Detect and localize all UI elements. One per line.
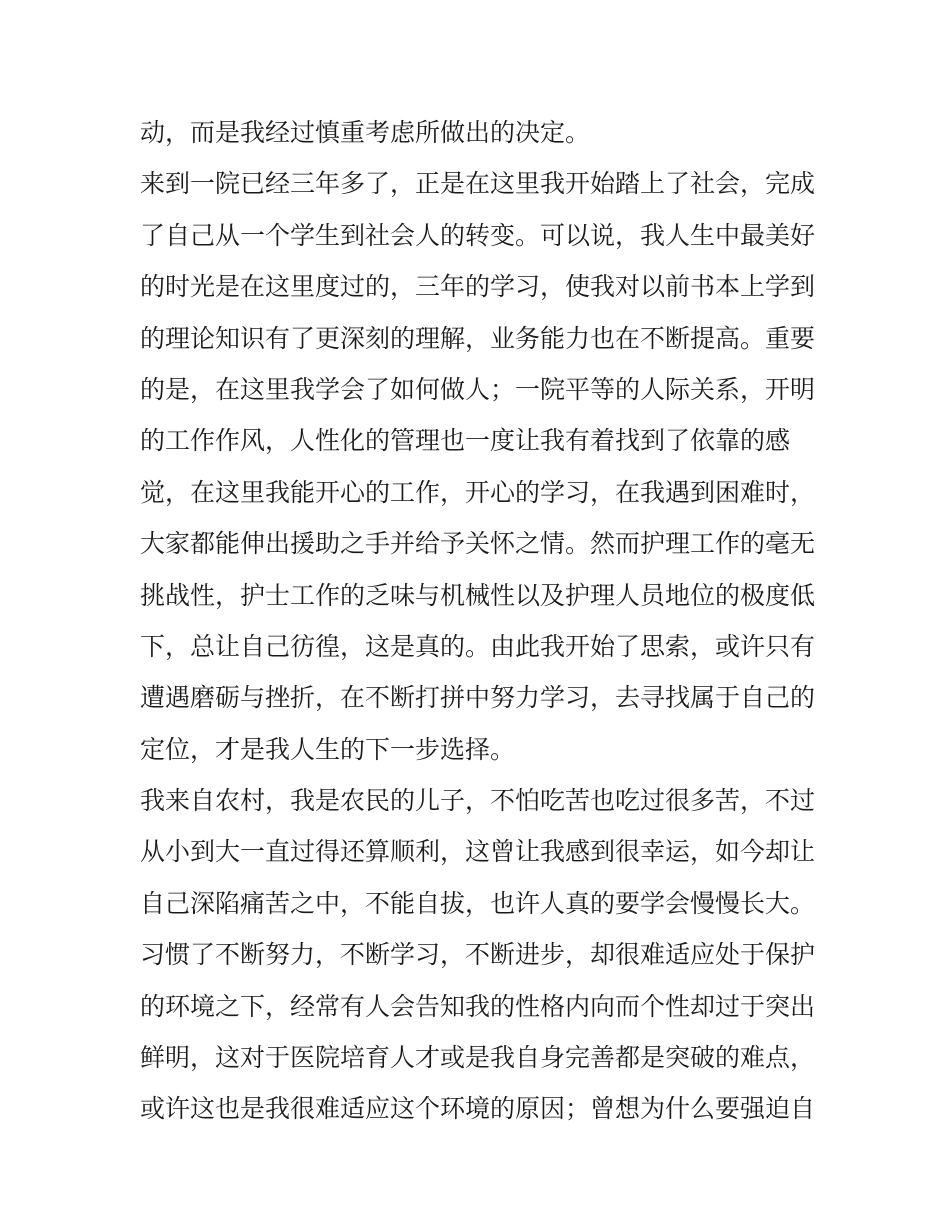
text-line: 的理论知识有了更深刻的理解，业务能力也在不断提高。重要 (140, 323, 816, 353)
text-line: 挑战性，护士工作的乏味与机械性以及护理人员地位的极度低 (140, 580, 816, 610)
text-line: 觉，在这里我能开心的工作，开心的学习，在我遇到困难时， (140, 477, 816, 507)
text-line: 定位，才是我人生的下一步选择。 (140, 734, 516, 764)
text-line: 或许这也是我很难适应这个环境的原因；曾想为什么要强迫自 (140, 1094, 816, 1124)
text-line: 的工作作风，人性化的管理也一度让我有着找到了依靠的感 (140, 426, 791, 456)
text-line: 来到一院已经三年多了，正是在这里我开始踏上了社会，完成 (140, 169, 816, 199)
text-line: 的是，在这里我学会了如何做人；一院平等的人际关系，开明 (140, 374, 816, 404)
text-line: 我来自农村，我是农民的儿子，不怕吃苦也吃过很多苦，不过 (140, 786, 816, 816)
body-text (140, 107, 820, 1135)
text-line: 自己深陷痛苦之中，不能自拔，也许人真的要学会慢慢长大。 (140, 888, 816, 918)
text-line: 下，总让自己彷徨，这是真的。由此我开始了思索，或许只有 (140, 631, 816, 661)
text-line: 遭遇磨砺与挫折，在不断打拼中努力学习，去寻找属于自己的 (140, 683, 816, 713)
text-line: 了自己从一个学生到社会人的转变。可以说，我人生中最美好 (140, 220, 816, 250)
text-line: 大家都能伸出援助之手并给予关怀之情。然而护理工作的毫无 (140, 529, 816, 559)
text-line: 动，而是我经过慎重考虑所做出的决定。 (140, 118, 591, 147)
text-line: 习惯了不断努力，不断学习，不断进步，却很难适应处于保护 (140, 940, 816, 970)
text-line: 的时光是在这里度过的，三年的学习，使我对以前书本上学到 (140, 272, 816, 302)
text-line: 的环境之下，经常有人会告知我的性格内向而个性却过于突出 (140, 991, 816, 1021)
text-line: 鲜明，这对于医院培育人才或是我自身完善都是突破的难点， (140, 1043, 816, 1073)
text-line: 从小到大一直过得还算顺利，这曾让我感到很幸运，如今却让 (140, 837, 816, 867)
